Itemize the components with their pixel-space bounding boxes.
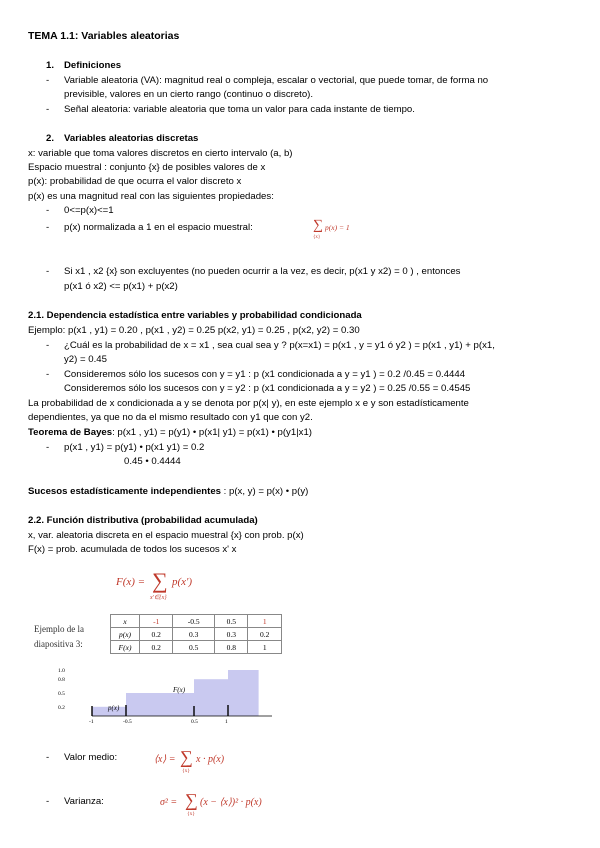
section21-heading: 2.1. Dependencia estadística entre variables y probabilidad condicionada	[28, 310, 362, 321]
table-cell: 0.8	[215, 641, 248, 654]
bayes-label: Teorema de Bayes	[28, 427, 113, 438]
table-cell: x	[111, 615, 140, 628]
x-tick-label: 1	[225, 719, 228, 724]
cdf-formula-rhs: p(x')	[172, 576, 193, 588]
text-line: p(x): probabilidad de que ocurra el valor discreto x	[28, 176, 242, 187]
cdf-step-bar	[194, 679, 228, 716]
bayes-theorem	[28, 427, 312, 438]
bayes-example-line2: 0.45 • 0.4444	[124, 456, 181, 467]
table-cell: 0.3	[215, 628, 248, 641]
variance-formula-rhs: (x − ⟨x⟩)² · p(x)	[200, 797, 262, 808]
conditional-y1: Consideremos sólo los sucesos con y = y1 : p (x1 condicionada a y = y1 ) = 0.2 /0.45 = 0.4444	[64, 369, 466, 380]
variance-formula: σ² =	[160, 797, 178, 808]
x-tick-label: -0.5	[123, 719, 132, 724]
y-tick-label: 0.8	[58, 677, 65, 684]
text-line: La probabilidad de x condicionada a y se denota por p(x| y), en este ejemplo x e y son estadísticamente	[28, 398, 469, 409]
table-cell: 1	[248, 615, 282, 628]
bullet-dash: -	[46, 75, 50, 86]
bullet-dash: -	[46, 222, 50, 233]
bullet-dash: -	[46, 266, 50, 277]
distribution-table	[110, 614, 282, 654]
bullet-dash: -	[46, 442, 50, 453]
property-range: 0<=p(x)<=1	[64, 205, 114, 216]
sum-symbol-icon: ∑	[152, 568, 168, 593]
table-cell: 1	[248, 641, 282, 654]
table-row	[111, 641, 282, 654]
variance-label: Varianza:	[64, 796, 104, 807]
y-tick-label: 0.5	[58, 691, 65, 697]
section2-number: 2.	[46, 133, 55, 144]
cdf-step-chart	[50, 664, 280, 724]
bullet-dash: -	[46, 104, 50, 115]
cdf-step-bar	[228, 670, 259, 716]
section1-number: 1.	[46, 60, 55, 71]
example-label-line1: Ejemplo de la	[34, 624, 84, 634]
mean-formula-sub: {x}	[182, 768, 191, 774]
table-cell: 0.5	[173, 641, 215, 654]
table-cell: -1	[140, 615, 173, 628]
y-tick-label: 0.2	[58, 704, 65, 711]
section22-heading: 2.2. Función distributiva (probabilidad acumulada)	[28, 515, 258, 526]
text-line: dependientes, ya que no da el mismo resultado con y1 que con y2.	[28, 412, 313, 423]
x-tick-label: 0.5	[191, 719, 198, 724]
x-tick-label: -1	[89, 719, 94, 724]
bullet-dash: -	[46, 369, 50, 380]
property-normalized: p(x) normalizada a 1 en el espacio muestral:	[64, 222, 253, 233]
bullet-dash: -	[46, 205, 50, 216]
bullet-dash: -	[46, 340, 50, 351]
cdf-formula-lhs: F(x) =	[116, 576, 146, 588]
section2-heading: Variables aleatorias discretas	[64, 133, 199, 144]
table-cell: p(x)	[111, 628, 140, 641]
px-label: p(x)	[108, 704, 120, 712]
cdf-formula-sub: x'∈{x}	[150, 595, 167, 601]
cdf-step-bar	[126, 693, 194, 716]
table-cell: 0.2	[248, 628, 282, 641]
definition-va-line1: Variable aleatoria (VA): magnitud real o compleja, escalar o vectorial, que puede tomar, de forma no	[64, 75, 489, 86]
table-row	[111, 615, 282, 628]
text-line: p(x) es una magnitud real con las siguientes propiedades:	[28, 191, 274, 202]
sum-symbol-icon: ∑	[313, 218, 323, 233]
independence-line	[28, 486, 308, 497]
table-row	[111, 628, 282, 641]
bayes-text: : p(x1 , y1) = p(y1) • p(x1| y1) = p(x1) • p(y1|x1)	[112, 427, 312, 438]
fx-label: F(x)	[173, 686, 186, 694]
bayes-example-line1: p(x1 , y1) = p(y1) • p(x1 y1) = 0.2	[64, 442, 205, 453]
variance-formula-sub: {x}	[187, 811, 196, 817]
table-cell: F(x)	[111, 641, 140, 654]
text-line: Espacio muestral : conjunto {x} de posibles valores de x	[28, 162, 266, 173]
normalization-formula: p(x) = 1	[325, 223, 350, 232]
mean-label: Valor medio:	[64, 752, 118, 763]
text-line: x, var. aleatoria discreta en el espacio muestral {x} con prob. p(x)	[28, 530, 304, 541]
table-cell: 0.2	[140, 641, 173, 654]
page-title: TEMA 1.1: Variables aleatorias	[28, 30, 180, 42]
question-line1: ¿Cuál es la probabilidad de x = x1 , sea cual sea y ? p(x=x1) = p(x1 , y = y1 ó y2 ) = p(x1 , y1) + p(x1,	[64, 340, 495, 351]
table-cell: -0.5	[173, 615, 215, 628]
example-line: Ejemplo: p(x1 , y1) = 0.20 , p(x1 , y2) = 0.25 p(x2, y1) = 0.25 , p(x2, y2) = 0.30	[28, 325, 360, 336]
bullet-dash: -	[46, 752, 50, 763]
section1-heading: Definiciones	[64, 60, 122, 71]
table-cell: 0.2	[140, 628, 173, 641]
exclusive-line1: Si x1 , x2 {x} son excluyentes (no pueden ocurrir a la vez, es decir, p(x1 y x2) = 0 ) , entonces	[64, 266, 461, 277]
independence-text: : p(x, y) = p(x) • p(y)	[221, 486, 309, 497]
mean-formula-rhs: x · p(x)	[196, 754, 225, 765]
definition-signal: Señal aleatoria: variable aleatoria que toma un valor para cada instante de tiempo.	[64, 104, 415, 115]
question-line2: y2) = 0.45	[64, 354, 107, 365]
definition-va-line2: previsible, valores en un cierto rango (continuo o discreto).	[64, 89, 314, 100]
independence-label: Sucesos estadísticamente independientes	[28, 486, 222, 497]
table-cell: 0.3	[173, 628, 215, 641]
conditional-y2: Consideremos sólo los sucesos con y = y2 : p (x1 condicionada a y = y2 ) = 0.25 /0.55 = 0.4545	[64, 383, 471, 394]
text-line: x: variable que toma valores discretos en cierto intervalo (a, b)	[28, 148, 293, 159]
sum-symbol-icon: ∑	[185, 790, 198, 810]
example-label-line2: diapositiva 3:	[34, 639, 83, 649]
mean-formula: ⟨x⟩ =	[154, 754, 176, 765]
table-cell: 0.5	[215, 615, 248, 628]
y-tick-label: 1.0	[58, 668, 65, 674]
text-line: F(x) = prob. acumulada de todos los sucesos x' x	[28, 544, 237, 555]
exclusive-line2: p(x1 ó x2) <= p(x1) + p(x2)	[64, 281, 178, 292]
normalization-formula-sub: {x}	[313, 235, 321, 240]
sum-symbol-icon: ∑	[180, 747, 193, 767]
bullet-dash: -	[46, 796, 50, 807]
